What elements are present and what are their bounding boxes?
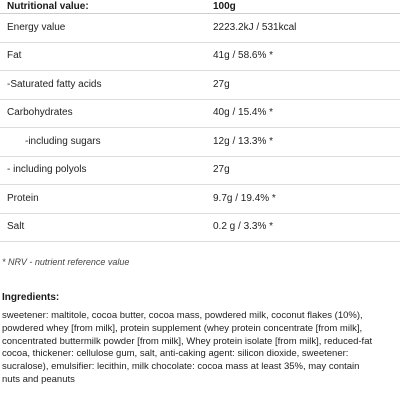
header-nutritional-value: Nutritional value: [7, 0, 89, 12]
ingredients-heading: Ingredients: [2, 292, 60, 303]
ingredients-text [2, 310, 398, 387]
row-name-fat: Fat [7, 50, 22, 62]
ingredients-line: nuts and peanuts [2, 373, 75, 385]
row-value-protein: 9.7g / 19.4% * [213, 192, 276, 204]
row-value-carbohydrates: 40g / 15.4% * [213, 107, 274, 119]
ingredients-line: concentrated buttermilk powder [from milk], Whey protein isolate [from milk], reduced-fat [2, 335, 373, 347]
ingredients-line: sweetener: maltitole, cocoa butter, cocoa mass, powdered milk, coconut flakes (10%), [2, 310, 363, 321]
row-value-sugars: 12g / 13.3% * [213, 135, 274, 147]
table-row [0, 185, 400, 214]
ingredients-line: powdered whey [from milk], protein supplement (whey protein concentrate [from milk], [2, 322, 363, 334]
ingredients-line: cocoa, thickener: cellulose gum, salt, anti-caking agent: silicon dioxide, sweetener: [2, 348, 349, 360]
table-row [0, 157, 400, 186]
row-name-saturated-fat: -Saturated fatty acids [7, 78, 102, 90]
header-per-100g: 100g [213, 0, 236, 12]
table-row [0, 214, 400, 243]
row-value-saturated-fat: 27g [213, 78, 230, 90]
row-name-salt: Salt [7, 221, 25, 233]
row-name-protein: Protein [7, 192, 39, 204]
row-name-energy: Energy value [7, 21, 66, 33]
row-name-carbohydrates: Carbohydrates [7, 107, 73, 119]
table-row [0, 14, 400, 43]
table-row [0, 128, 400, 157]
row-value-energy: 2223.2kJ / 531kcal [213, 21, 297, 33]
table-header-row [0, 0, 400, 14]
table-row [0, 71, 400, 100]
table-row [0, 100, 400, 129]
row-value-fat: 41g / 58.6% * [213, 50, 274, 62]
row-name-polyols: - including polyols [7, 164, 87, 176]
row-value-salt: 0.2 g / 3.3% * [213, 221, 274, 233]
nrv-footnote: * NRV - nutrient reference value [2, 257, 130, 267]
row-value-polyols: 27g [213, 164, 230, 176]
ingredients-line: sucralose), emulsifier: lecithin, milk chocolate: cocoa mass at least 35%, may contain [2, 361, 360, 373]
table-row [0, 43, 400, 72]
row-name-sugars: -including sugars [25, 135, 101, 147]
